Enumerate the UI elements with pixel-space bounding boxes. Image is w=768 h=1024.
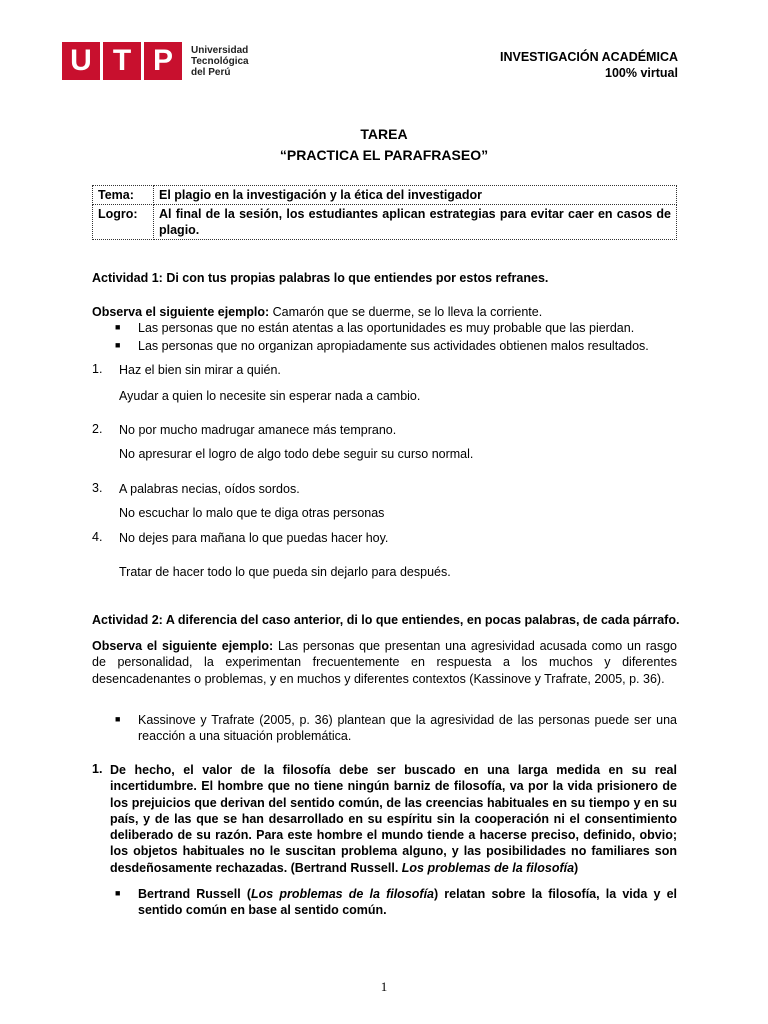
table-row bbox=[93, 205, 677, 240]
square-bullet-icon: ■ bbox=[115, 340, 121, 350]
document-subtitle: “PRACTICA EL PARAFRASEO” bbox=[279, 147, 489, 163]
logo-university-name bbox=[191, 45, 249, 78]
item-number: 2. bbox=[92, 422, 103, 436]
proverb: No por mucho madrugar amanece más temprano. bbox=[119, 423, 397, 437]
activity2-example bbox=[92, 638, 677, 687]
logro-value: Al final de la sesión, los estudiantes aplican estrategias para evitar caer en casos de plagio. bbox=[154, 205, 677, 240]
utp-logo bbox=[62, 42, 249, 80]
answer-rest: ) relatan sobre la filosofía, la vida y el sentido común en base al sentido común. bbox=[138, 887, 678, 918]
logo-text-line: Universidad bbox=[191, 44, 249, 56]
logo-letter-t: T bbox=[103, 42, 141, 80]
document-title: TAREA bbox=[360, 126, 408, 142]
item-number: 1. bbox=[92, 362, 103, 376]
quote-text: De hecho, el valor de la filosofía debe ser buscado en una larga medida en su real incertidumbre. El hombre que no tiene ningún barniz de filosofía, va por la vida prisionero de los prejuicios que derivan del sentido común, de las creencias habituales en su tiempo y en su país, y de las que se han desarrollado en su espíritu sin la cooperación ni el consentimiento deliberado de su razón. Para este hombre el mundo tiende a hacerse preciso, definido, obvio; los objetos habituales no le suscitan problema alguno, y las posibilidades no familiares son desdeñosamente rechazadas. (Bertrand Russell. bbox=[110, 763, 677, 875]
example-label: Observa el siguiente ejemplo: bbox=[92, 639, 274, 653]
example-label: Observa el siguiente ejemplo: bbox=[92, 305, 270, 319]
example-text: Camarón que se duerme, se lo lleva la corriente. bbox=[269, 305, 543, 319]
list-item bbox=[138, 886, 677, 919]
quote-close: ) bbox=[574, 860, 579, 875]
activity1-heading: Actividad 1: Di con tus propias palabras lo que entiendes por estos refranes. bbox=[92, 271, 549, 285]
answer-open: ( bbox=[240, 887, 252, 901]
answer: No escuchar lo malo que te diga otras personas bbox=[119, 506, 385, 520]
course-mode: 100% virtual bbox=[605, 66, 678, 80]
answer: Tratar de hacer todo lo que pueda sin dejarlo para después. bbox=[119, 565, 451, 579]
proverb: Haz el bien sin mirar a quién. bbox=[119, 363, 281, 377]
logo-letter-p: P bbox=[144, 42, 182, 80]
book-title: Los problemas de la filosofía bbox=[401, 860, 575, 875]
answer-author: Bertrand Russell bbox=[138, 887, 241, 901]
course-name: INVESTIGACIÓN ACADÉMICA bbox=[499, 50, 678, 64]
answer-book-title: Los problemas de la filosofía bbox=[251, 887, 434, 901]
answer: Ayudar a quien lo necesite sin esperar nada a cambio. bbox=[119, 389, 421, 403]
tema-label: Tema: bbox=[93, 186, 154, 205]
logo-text-line: del Perú bbox=[191, 66, 231, 78]
course-header bbox=[500, 49, 678, 81]
square-bullet-icon: ■ bbox=[115, 888, 121, 898]
item-number: 3. bbox=[92, 481, 103, 495]
paragraph-quote bbox=[110, 762, 677, 876]
example-text: Las personas que presentan una agresividad acusada como un rasgo de personalidad, la experimentan frecuentemente en respuesta a los muchos y diferentes desencadenantes o problemas, y en muchos y diferentes contextos (Kassinove y Trafrate, 2005, p. 36). bbox=[92, 639, 677, 686]
activity2-heading: Actividad 2: A diferencia del caso anterior, di lo que entiendes, en pocas palabras, de cada párrafo. bbox=[92, 613, 680, 627]
list-item: Las personas que no organizan apropiadamente sus actividades obtienen malos resultados. bbox=[138, 339, 649, 353]
info-table bbox=[92, 185, 677, 240]
item-number: 4. bbox=[92, 530, 103, 544]
proverb: No dejes para mañana lo que puedas hacer hoy. bbox=[119, 531, 389, 545]
answer: No apresurar el logro de algo todo debe seguir su curso normal. bbox=[119, 447, 474, 461]
list-item: Las personas que no están atentas a las oportunidades es muy probable que las pierdan. bbox=[138, 321, 635, 335]
square-bullet-icon: ■ bbox=[115, 322, 121, 332]
logro-label: Logro: bbox=[93, 205, 154, 240]
logo-text-line: Tecnológica bbox=[191, 55, 249, 67]
activity1-example bbox=[92, 304, 692, 320]
item-number: 1. bbox=[92, 762, 103, 776]
proverb: A palabras necias, oídos sordos. bbox=[119, 482, 300, 496]
tema-value: El plagio en la investigación y la ética del investigador bbox=[154, 186, 677, 205]
page-number: 1 bbox=[380, 979, 388, 994]
table-row bbox=[93, 186, 677, 205]
logo-letters bbox=[62, 42, 185, 80]
square-bullet-icon: ■ bbox=[115, 714, 121, 724]
logo-letter-u: U bbox=[62, 42, 100, 80]
list-item: Kassinove y Trafrate (2005, p. 36) plantean que la agresividad de las personas puede ser una reacción a una situación problemática. bbox=[138, 713, 677, 744]
